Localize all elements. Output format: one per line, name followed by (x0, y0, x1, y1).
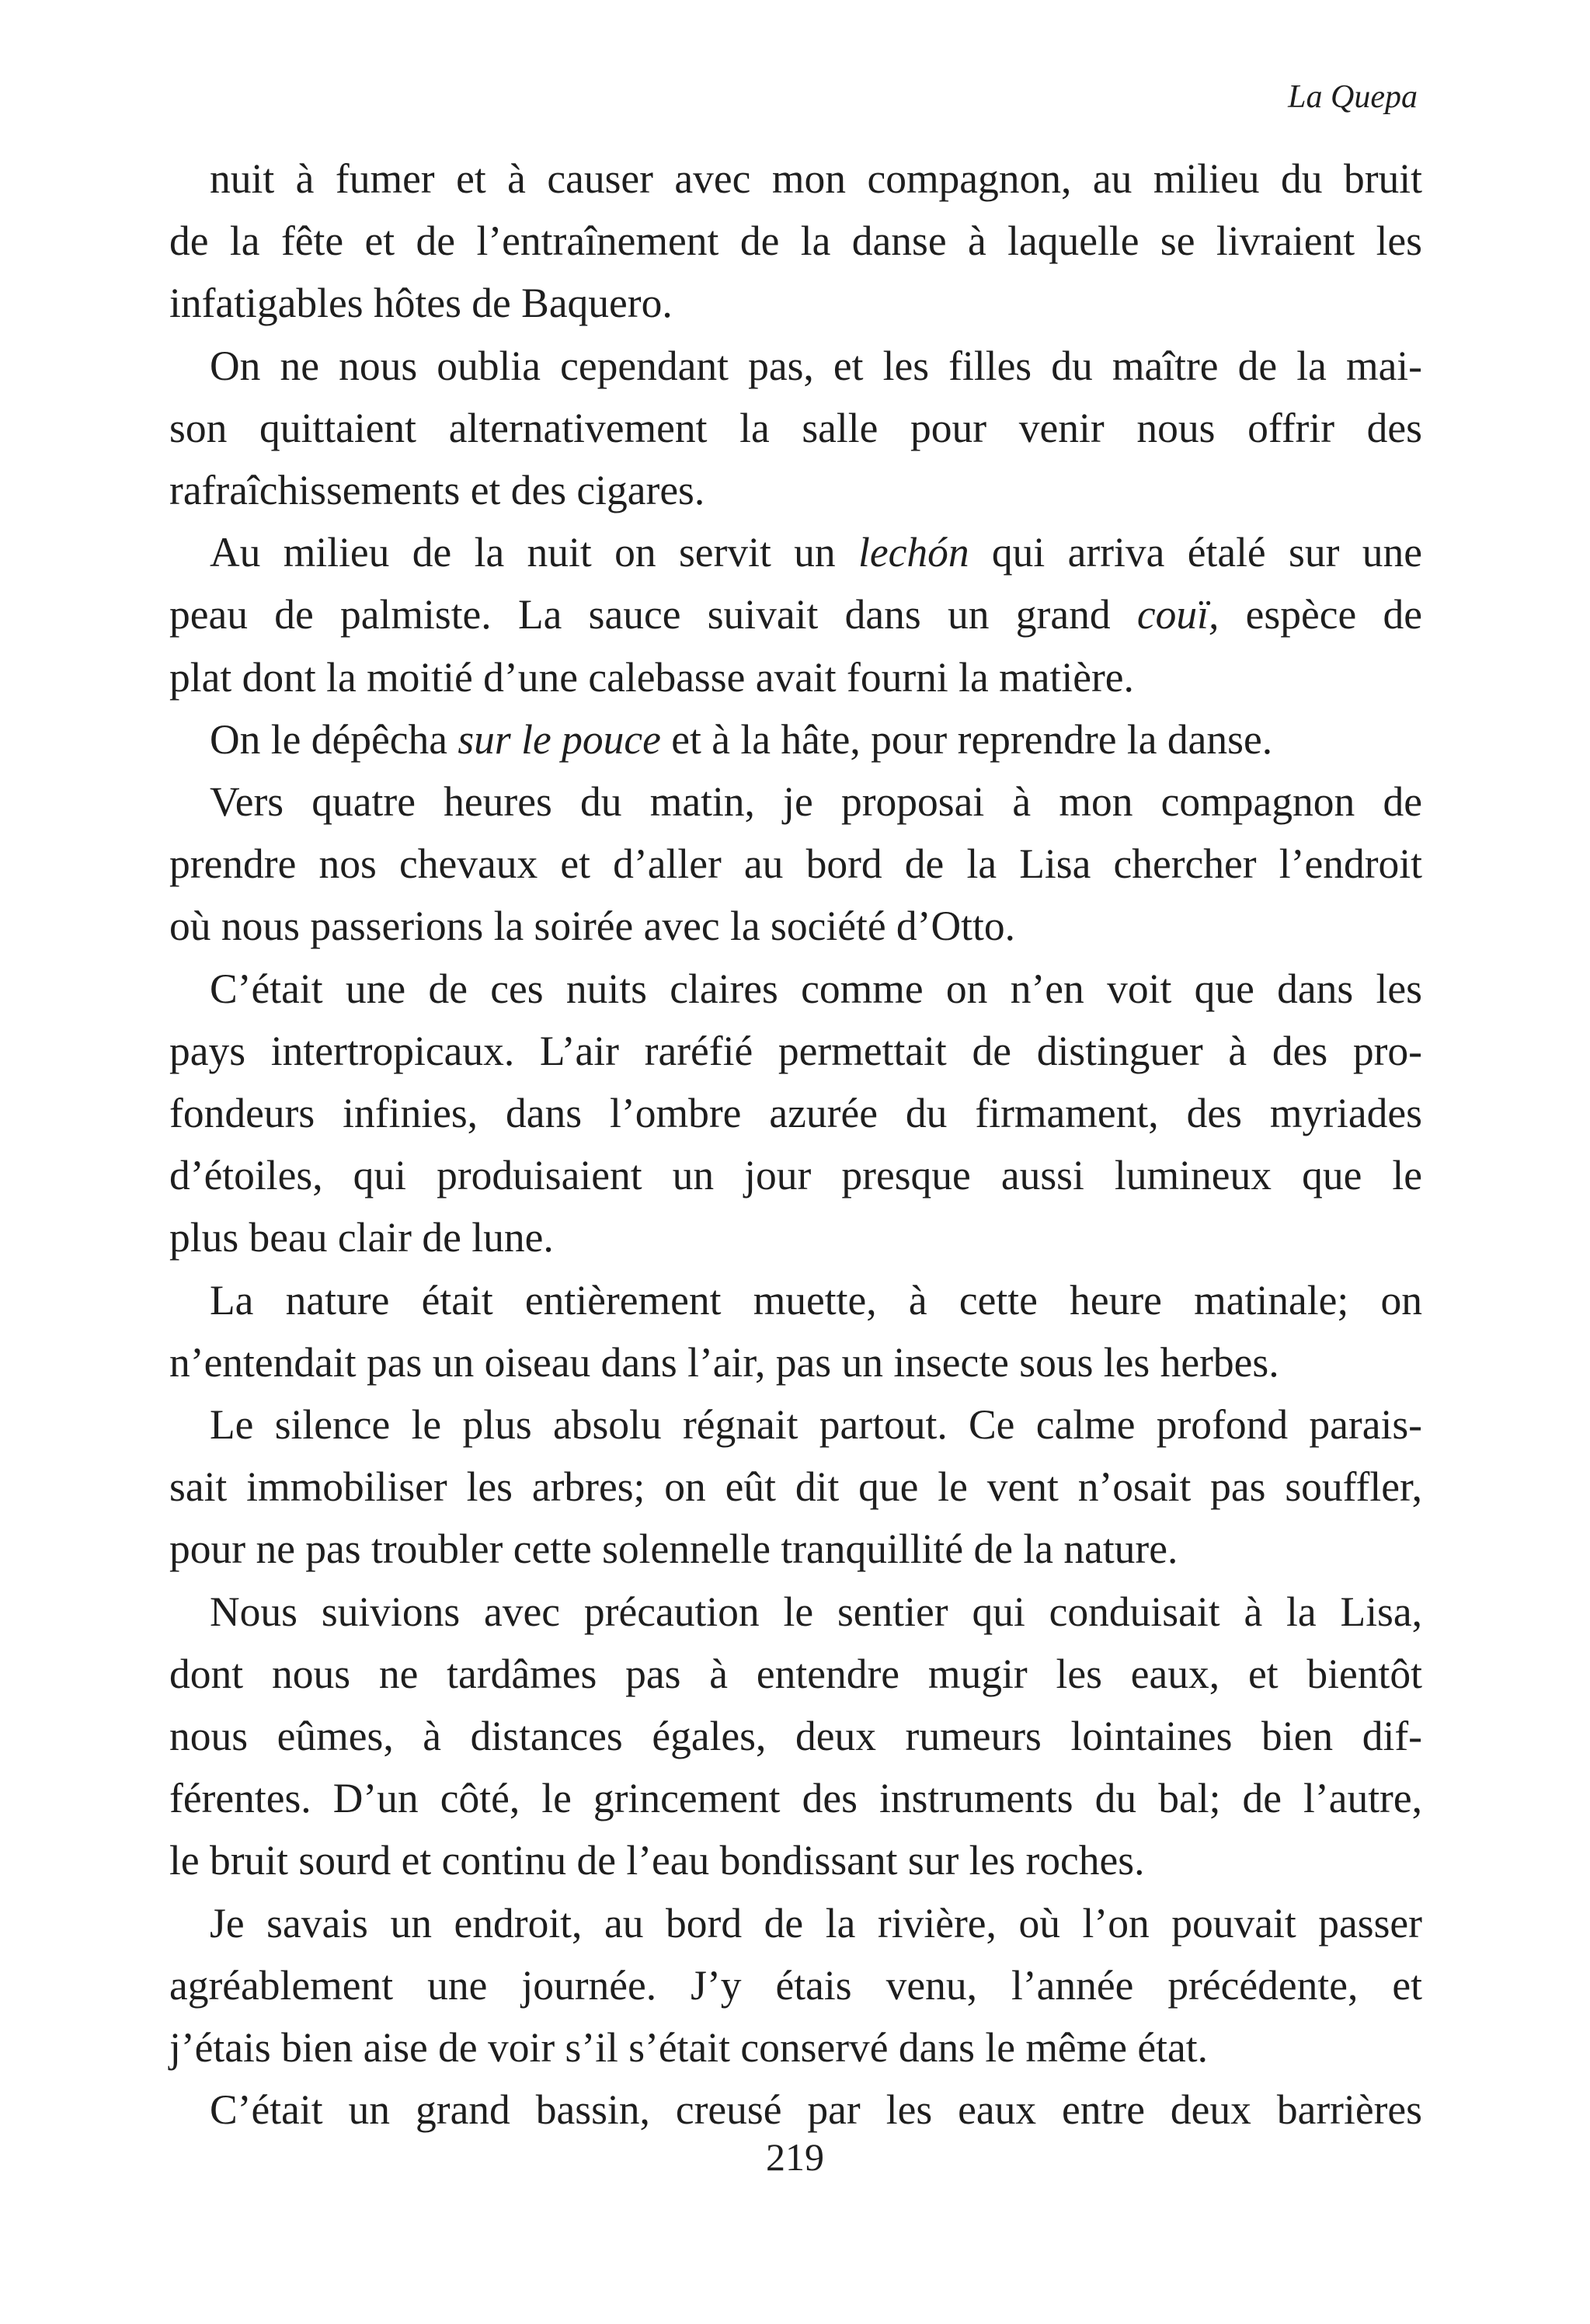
text-run: plus beau clair de lune. (169, 1214, 554, 1261)
text-line (169, 210, 1422, 272)
paragraph-3 (169, 521, 1422, 708)
text-line (169, 272, 1422, 334)
text-line (169, 1767, 1422, 1829)
text-run: infatigables hôtes de Baquero. (169, 280, 673, 327)
text-run: Vers quatre heures du matin, je proposai à mon compagnon de (210, 778, 1422, 826)
text-line (169, 958, 1422, 1020)
text-run: nuit à fumer et à causer avec mon compagnon, au milieu du bruit (210, 155, 1422, 202)
text-line (169, 1331, 1422, 1393)
text-line (169, 335, 1422, 397)
text-run: C’était un grand bassin, creusé par les eaux entre deux barrières (210, 2086, 1422, 2134)
text-line (169, 771, 1422, 833)
text-run: La nature était entièrement muette, à cette heure matinale; on (210, 1276, 1422, 1324)
text-run: plat dont la moitié d’une calebasse avait fourni la matière. (169, 653, 1134, 701)
text-run: rafraîchissements et des cigares. (169, 467, 705, 514)
italic-phrase: sur le pouce (458, 715, 661, 763)
text-line (169, 397, 1422, 459)
text-run: d’étoiles, qui produisaient un jour presque aussi lumineux que le (169, 1152, 1422, 1199)
text-line (169, 1581, 1422, 1643)
paragraph-8 (169, 1393, 1422, 1581)
text-run: nous eûmes, à distances égales, deux rumeurs lointaines bien dif- (169, 1713, 1422, 1760)
text-run: de la fête et de l’entraînement de la danse à laquelle se livraient les (169, 217, 1422, 265)
text-run: Je savais un endroit, au bord de la rivière, où l’on pouvait passer (210, 1899, 1422, 1947)
text-run: fondeurs infinies, dans l’ombre azurée du firmament, des myriades (169, 1090, 1422, 1137)
paragraph-9 (169, 1581, 1422, 1892)
text-run: férentes. D’un côté, le grincement des instruments du bal; de l’autre, (169, 1775, 1422, 1822)
text-run: le bruit sourd et continu de l’eau bondissant sur les roches. (169, 1837, 1145, 1884)
text-line (169, 1705, 1422, 1767)
text-run: On ne nous oublia cependant pas, et les filles du maître de la mai- (210, 342, 1422, 389)
paragraph-5 (169, 771, 1422, 958)
text-line (169, 1954, 1422, 2016)
text-line (169, 521, 1422, 583)
text-line (169, 708, 1422, 771)
text-run: pour ne pas troubler cette solennelle tranquillité de la nature. (169, 1526, 1178, 1573)
text-line (169, 459, 1422, 521)
text-line (169, 2016, 1422, 2079)
paragraph-1 (169, 148, 1422, 335)
text-line (169, 2079, 1422, 2141)
paragraph-10 (169, 1892, 1422, 2079)
text-line (169, 646, 1422, 708)
page-number: 219 (766, 2135, 824, 2179)
text-run: C’était une de ces nuits claires comme on n’en voit que dans les (210, 965, 1422, 1012)
text-line (169, 1269, 1422, 1331)
text-line (169, 833, 1422, 895)
text-run: On le dépêcha (210, 715, 458, 763)
text-run: agréablement une journée. J’y étais venu, l’année précédente, et (169, 1961, 1422, 2009)
text-line (169, 1144, 1422, 1206)
text-run: son quittaient alternativement la salle pour venir nous offrir des (169, 404, 1422, 451)
paragraph-2 (169, 335, 1422, 522)
text-run: où nous passerions la soirée avec la société d’Otto. (169, 903, 1015, 950)
paragraph-11 (169, 2079, 1422, 2141)
text-run: qui arriva étalé sur une (969, 529, 1422, 576)
body-text (169, 148, 1422, 2141)
italic-phrase: couï, (1136, 591, 1219, 638)
text-run: prendre nos chevaux et d’aller au bord de la Lisa chercher l’endroit (169, 840, 1422, 888)
text-line (169, 1206, 1422, 1268)
text-line (169, 1082, 1422, 1144)
text-run: et à la hâte, pour reprendre la danse. (660, 715, 1273, 763)
text-line (169, 1393, 1422, 1456)
text-run: j’étais bien aise de voir s’il s’était conservé dans le même état. (169, 2024, 1209, 2072)
running-head: La Quepa (1288, 79, 1418, 115)
text-run: pays intertropicaux. L’air raréfié permettait de distinguer à des pro- (169, 1027, 1422, 1074)
text-run: Le silence le plus absolu régnait partout. Ce calme profond parais- (210, 1401, 1422, 1449)
text-run: sait immobiliser les arbres; on eût dit que le vent n’osait pas souffler, (169, 1463, 1422, 1511)
text-line (169, 1020, 1422, 1082)
text-run: n’entendait pas un oiseau dans l’air, pas un insecte sous les herbes. (169, 1338, 1279, 1386)
text-run: Nous suivions avec précaution le sentier qui conduisait à la Lisa, (210, 1588, 1422, 1635)
text-line (169, 583, 1422, 645)
text-run: Au milieu de la nuit on servit un (210, 529, 858, 576)
text-line (169, 148, 1422, 210)
text-line (169, 895, 1422, 957)
text-line (169, 1829, 1422, 1891)
italic-phrase: lechón (858, 529, 969, 576)
text-line (169, 1892, 1422, 1954)
paragraph-4 (169, 708, 1422, 771)
text-line (169, 1643, 1422, 1705)
text-run: dont nous ne tardâmes pas à entendre mugir les eaux, et bientôt (169, 1650, 1422, 1697)
paragraph-6 (169, 958, 1422, 1269)
paragraph-7 (169, 1269, 1422, 1393)
text-line (169, 1456, 1422, 1518)
text-line (169, 1518, 1422, 1580)
text-run: espèce de (1219, 591, 1422, 638)
text-run: peau de palmiste. La sauce suivait dans un grand (169, 591, 1137, 638)
